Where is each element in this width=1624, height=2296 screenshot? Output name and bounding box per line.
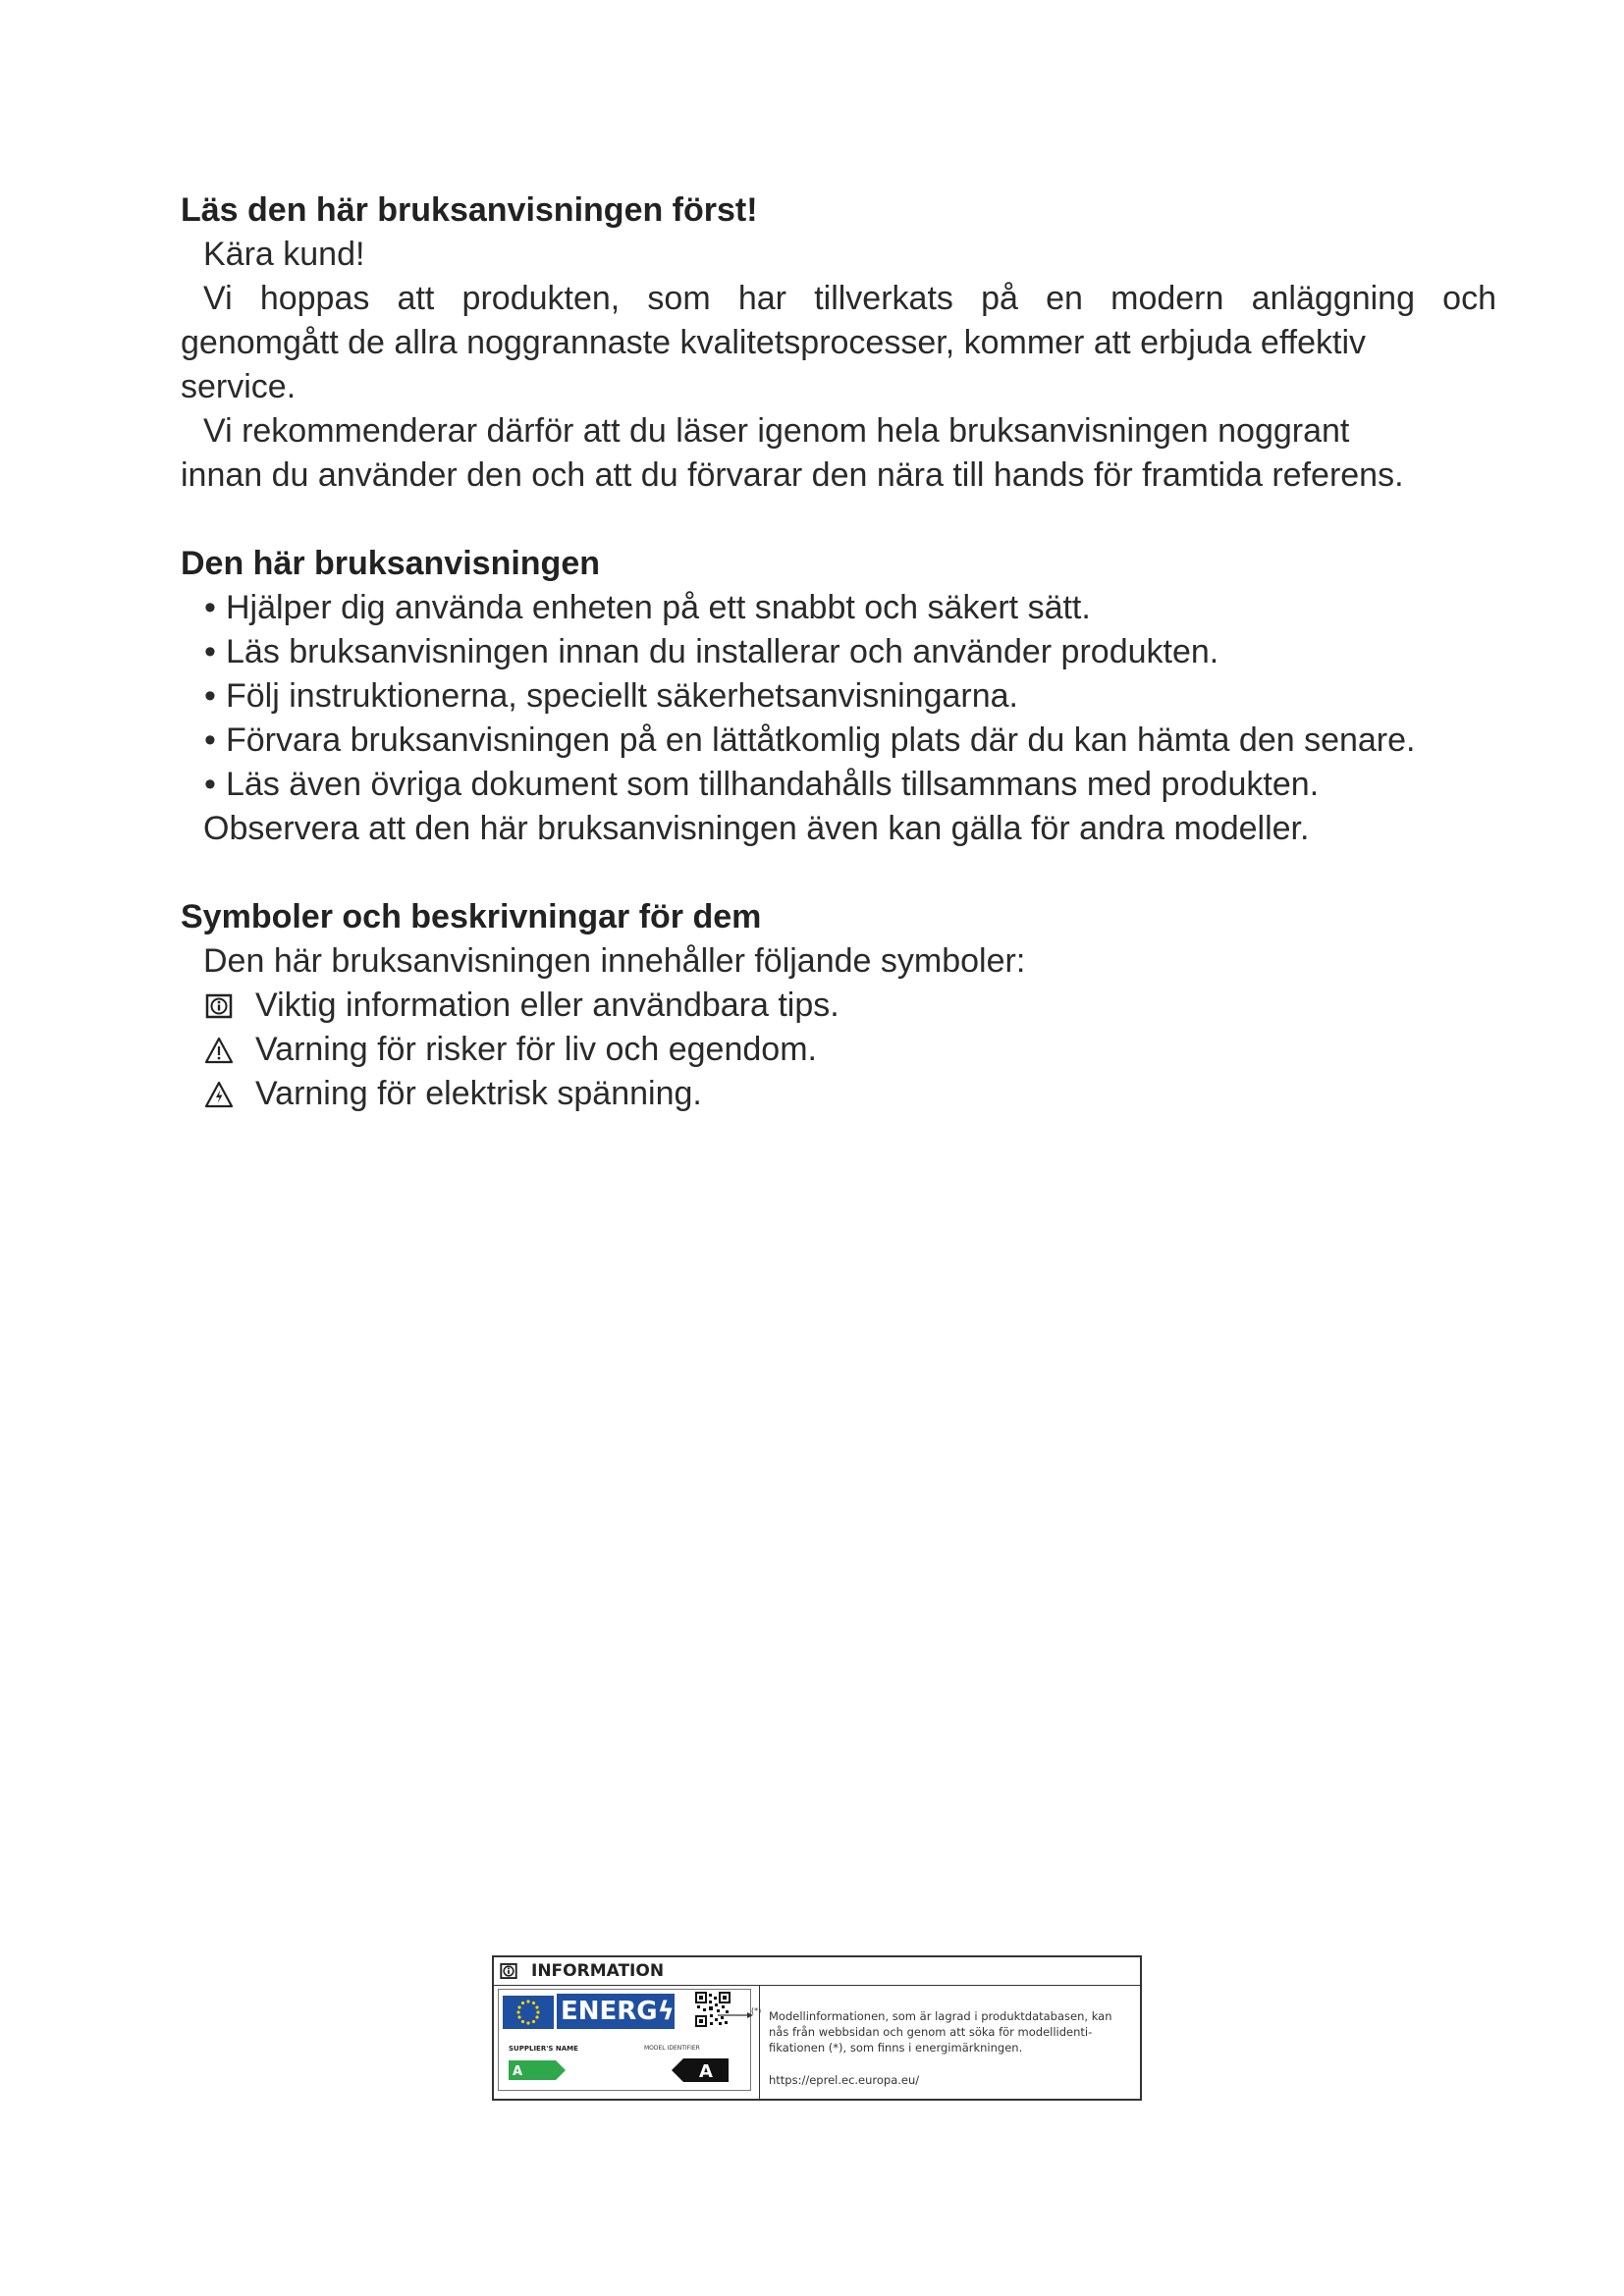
symbols-heading: Symboler och beskrivningar för dem — [181, 898, 762, 935]
symbol-text: Viktig information eller användbara tips. — [255, 987, 839, 1024]
intro-paragraph-1-line-1: Vi hoppas att produkten, som har tillverkats på en modern anläggning och — [203, 280, 1496, 317]
energy-word: ENERG — [561, 1997, 658, 2026]
list-item: • Läs även övriga dokument som tillhandahålls tillsammans med produkten. — [181, 763, 1496, 807]
manual-heading: Den här bruksanvisningen — [181, 545, 600, 582]
footnote-mark: (*) — [751, 2006, 762, 2015]
symbol-row-electric-warning — [181, 1072, 1496, 1116]
list-item: • Läs bruksanvisningen innan du installerar och använder produkten. — [181, 630, 1496, 674]
qr-code-icon — [695, 1992, 731, 2027]
intro-paragraph-2-line-1: Vi rekommenderar därför att du läser igenom hela bruksanvisningen noggrant — [203, 412, 1350, 450]
info-icon — [500, 1962, 517, 1980]
intro-paragraph-1-line-2: genomgått de allra noggrannaste kvalitetsprocesser, kommer att erbjuda effektiv — [181, 324, 1367, 361]
symbol-text: Varning för elektrisk spänning. — [255, 1075, 702, 1112]
greeting: Kära kund! — [203, 236, 365, 273]
information-box — [492, 1955, 1142, 2101]
information-heading-row — [500, 1961, 664, 1981]
energy-rating-arrow — [672, 2058, 729, 2082]
intro-paragraph-2-line-2: innan du använder den och att du förvarar den nära till hands för framtida referens. — [181, 456, 1404, 494]
warning-icon — [204, 1080, 234, 1109]
intro-heading: Läs den här bruksanvisningen först! — [181, 191, 758, 229]
manual-note: Observera att den här bruksanvisningen även kan gälla för andra modeller. — [203, 810, 1310, 847]
warning-icon — [204, 1036, 234, 1065]
information-text: Modellinformationen, som är lagrad i produktdatabasen, kan nås från webbsidan och genom att söka för modellidenti-fikationen (*), som finns i energimärkningen. — [769, 2009, 1112, 2055]
divider — [759, 1985, 760, 2099]
eu-flag-icon — [503, 1996, 554, 2029]
document-body — [181, 188, 1496, 1116]
manual-bullet-list — [181, 586, 1496, 807]
symbol-row-warning — [181, 1028, 1496, 1072]
supplier-name-label: SUPPLIER'S NAME — [509, 2045, 578, 2053]
eprel-link[interactable]: https://eprel.ec.europa.eu/ — [769, 2073, 920, 2087]
list-item: • Följ instruktionerna, speciellt säkerhetsanvisningarna. — [181, 674, 1496, 719]
list-item: • Hjälper dig använda enheten på ett snabbt och säkert sätt. — [181, 586, 1496, 630]
information-heading: INFORMATION — [531, 1961, 665, 1981]
energy-class-arrow — [509, 2060, 568, 2080]
energy-label-image — [498, 1989, 751, 2091]
intro-paragraph-1-line-3: service. — [181, 368, 297, 405]
energy-rating-letter: A — [699, 2061, 713, 2082]
info-icon — [204, 991, 234, 1021]
energy-logo — [557, 1994, 675, 2029]
symbols-intro: Den här bruksanvisningen innehåller följande symboler: — [203, 942, 1026, 980]
symbol-text: Varning för risker för liv och egendom. — [255, 1031, 817, 1068]
energy-class-letter: A — [513, 2064, 523, 2079]
lightning-icon: ϟ — [657, 1997, 675, 2026]
model-identifier-label: MODEL IDENTIFIER — [644, 2045, 700, 2052]
list-item: • Förvara bruksanvisningen på en lättåtkomlig plats där du kan hämta den senare. — [181, 719, 1496, 763]
divider — [494, 1985, 1140, 1986]
symbol-row-info — [181, 984, 1496, 1028]
